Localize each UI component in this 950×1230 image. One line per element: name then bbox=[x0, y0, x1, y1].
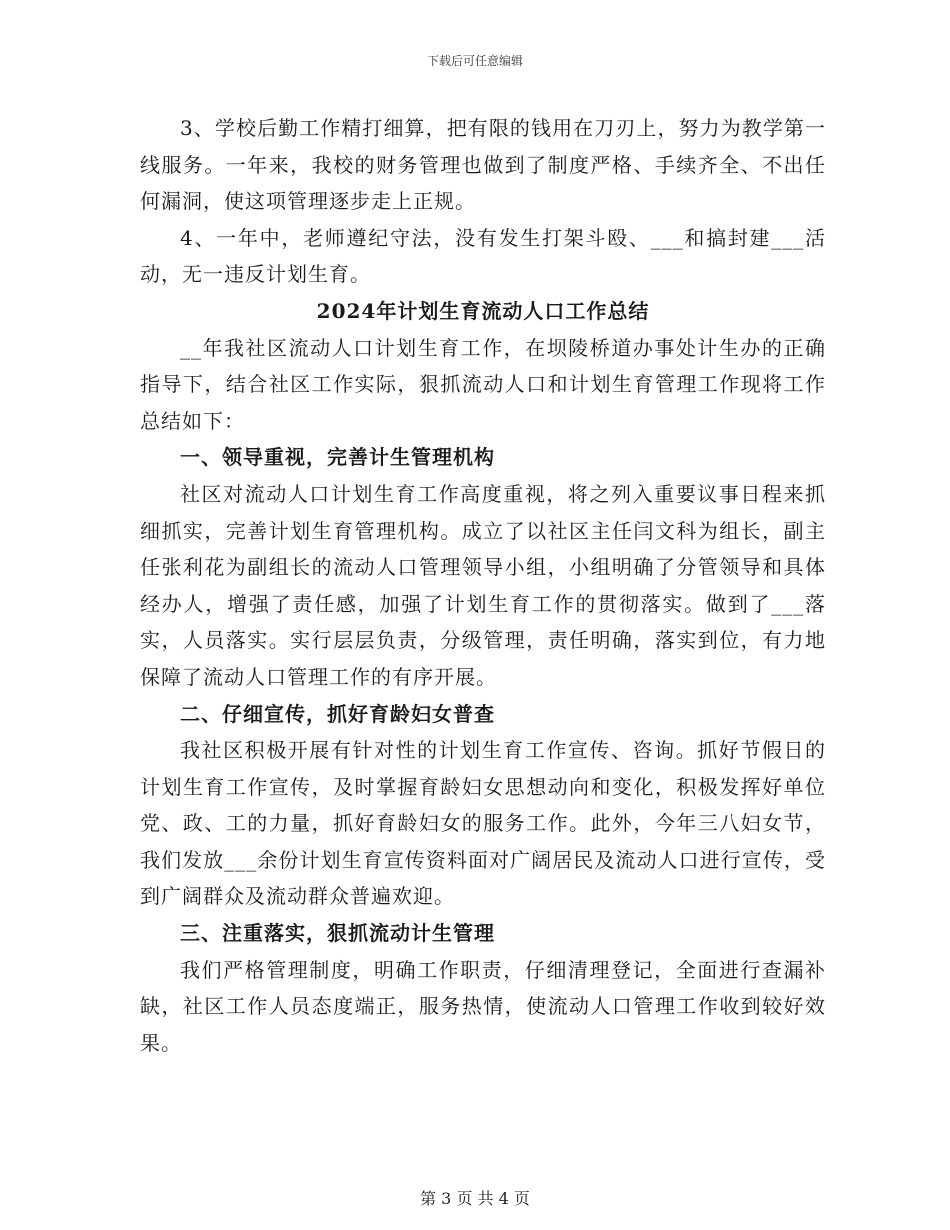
section-heading-3: 三、注重落实，狠抓流动计生管理 bbox=[180, 921, 495, 946]
page-header: 下载后可任意编辑 bbox=[426, 54, 523, 68]
paragraph-logistics: 3、学校后勤工作精打细算，把有限的钱用在刀刃上，努力为教学第一线服务。一年来，我校的财务管理也做到了制度严格、手续齐全、不出任何漏洞，使这项管理逐步走上正规。 bbox=[140, 116, 826, 214]
section-heading-1: 一、领导重视，完善计生管理机构 bbox=[180, 445, 495, 470]
paragraph-section-2: 我社区积极开展有针对性的计划生育工作宣传、咨询。抓好节假日的计划生育工作宣传，及时掌握育龄妇女思想动向和变化，积极发挥好单位党、政、工的力量，抓好育龄妇女的服务工作。此外，今年三八妇女节，我们发放___余份计划生育宣传资料面对广阔居民及流动人口进行宣传，受到广阔群众及流动群众普遍欢迎。 bbox=[140, 738, 826, 909]
paragraph-section-1: 社区对流动人口计划生育工作高度重视，将之列入重要议事日程来抓细抓实，完善计划生育管理机构。成立了以社区主任闫文科为组长，副主任张利花为副组长的流动人口管理领导小组，小组明确了分管领导和具体经办人，增强了责任感，加强了计划生育工作的贯彻落实。做到了___落实，人员落实。实行层层负责，分级管理，责任明确，落实到位，有力地保障了流动人口管理工作的有序开展。 bbox=[140, 481, 826, 689]
section-heading-2: 二、仔细宣传，抓好育龄妇女普查 bbox=[180, 701, 495, 726]
page-footer: 第 3 页 共 4 页 bbox=[420, 1189, 530, 1208]
paragraph-section-3: 我们严格管理制度，明确工作职责，仔细清理登记，全面进行查漏补缺，社区工作人员态度端正，服务热情，使流动人口管理工作收到较好效果。 bbox=[140, 957, 826, 1055]
paragraph-intro: __年我社区流动人口计划生育工作，在坝陵桥道办事处计生办的正确指导下，结合社区工作实际，狠抓流动人口和计划生育管理工作现将工作总结如下： bbox=[140, 335, 826, 433]
document-title: 2024年计划生育流动人口工作总结 bbox=[316, 298, 650, 323]
paragraph-discipline: 4、一年中，老师遵纪守法，没有发生打架斗殴、___和搞封建___活动，无一违反计划生育。 bbox=[140, 225, 826, 287]
document-body bbox=[140, 110, 826, 1061]
